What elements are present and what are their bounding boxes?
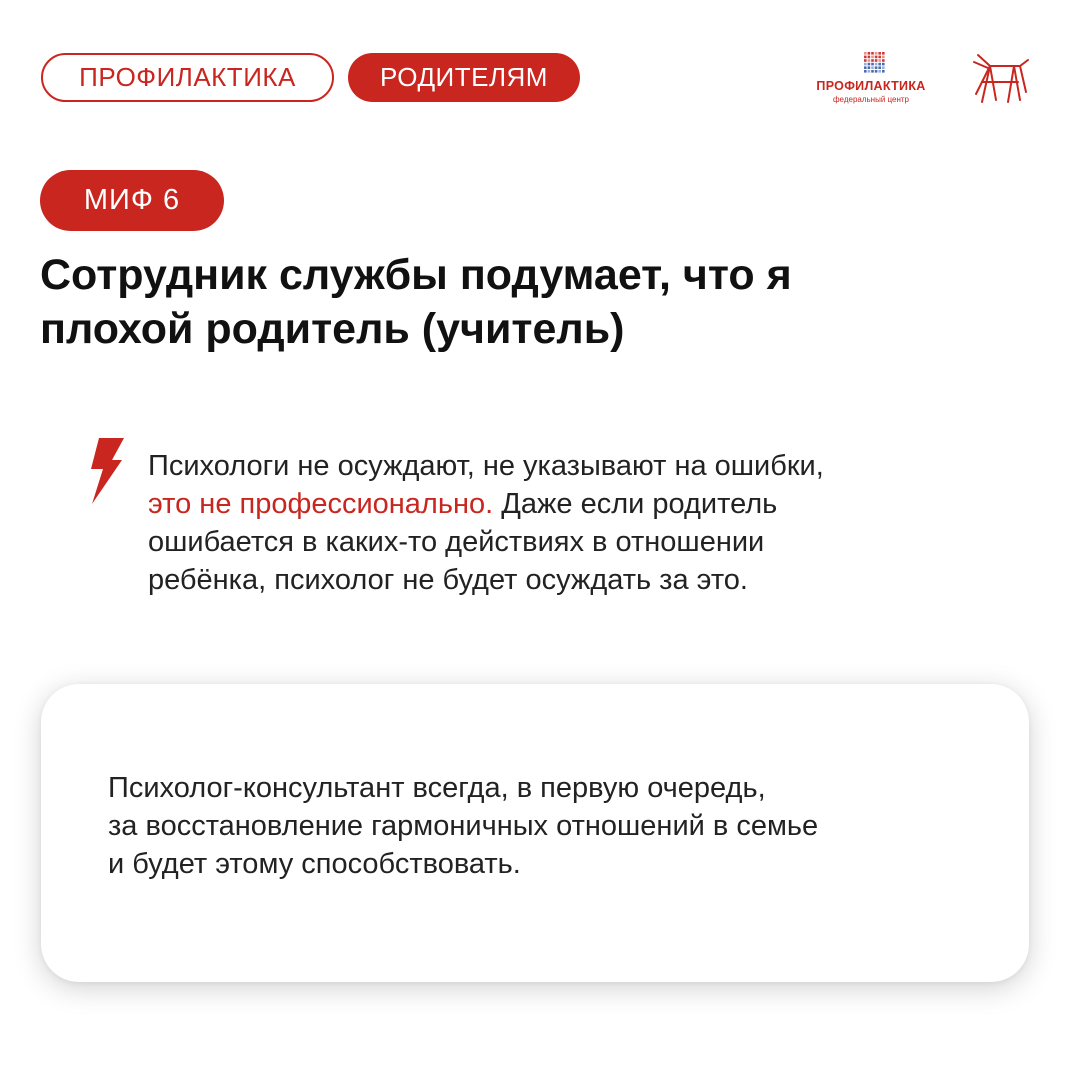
card-line2: за восстановление гармоничных отношений в семье bbox=[108, 810, 819, 842]
logo-grid-cell bbox=[875, 59, 878, 62]
myth-title-line1: Сотрудник службы подумает, что я bbox=[40, 251, 792, 299]
logo-grid-cell bbox=[864, 63, 867, 66]
logo-grid-cell bbox=[864, 59, 867, 62]
logo-grid-cell bbox=[878, 70, 881, 73]
card-text bbox=[108, 769, 988, 883]
logo-grid-cell bbox=[875, 70, 878, 73]
logo-grid-cell bbox=[878, 52, 881, 55]
logo-grid-cell bbox=[882, 59, 885, 62]
logo-grid-cell bbox=[878, 63, 881, 66]
logo-grid-cell bbox=[871, 66, 874, 69]
logo-grid-cell bbox=[871, 52, 874, 55]
logo-grid-cell bbox=[871, 56, 874, 59]
logo-grid-cell bbox=[882, 66, 885, 69]
logo-grid-cell bbox=[882, 63, 885, 66]
info-card bbox=[41, 684, 1029, 982]
logo-grid-cell bbox=[868, 63, 871, 66]
logo-grid-cell bbox=[882, 56, 885, 59]
logo-grid-cell bbox=[868, 56, 871, 59]
logo-subtitle: федеральный центр bbox=[832, 95, 910, 104]
card-line3: и будет этому способствовать. bbox=[108, 848, 521, 880]
myth-badge: МИФ 6 bbox=[40, 170, 224, 231]
myth-title-line2: плохой родитель (учитель) bbox=[40, 305, 625, 353]
logo-grid-cell bbox=[882, 70, 885, 73]
logo-grid-cell bbox=[878, 66, 881, 69]
tag-parents: РОДИТЕЛЯМ bbox=[348, 53, 580, 102]
profilaktika-logo bbox=[806, 52, 936, 108]
logo-grid-cell bbox=[875, 66, 878, 69]
explanation-line1: Психологи не осуждают, не указывают на ошибки, bbox=[148, 450, 824, 482]
logo-name: ПРОФИЛАКТИКА bbox=[816, 79, 926, 93]
explanation-text bbox=[148, 447, 1028, 599]
logo-grid-cell bbox=[871, 59, 874, 62]
logo-grid-cell bbox=[875, 63, 878, 66]
explanation-highlight: это не профессионально. bbox=[148, 488, 494, 520]
card-line1: Психолог-консультант всегда, в первую очередь, bbox=[108, 772, 766, 804]
logo-grid-cell bbox=[875, 52, 878, 55]
logo-grid-cell bbox=[871, 63, 874, 66]
logo-grid-cell bbox=[864, 56, 867, 59]
logo-grid-cell bbox=[878, 56, 881, 59]
grid-logo-icon bbox=[864, 52, 886, 74]
logo-grid-cell bbox=[868, 66, 871, 69]
logo-grid-cell bbox=[871, 70, 874, 73]
logo-grid-cell bbox=[868, 59, 871, 62]
logo-grid-cell bbox=[878, 59, 881, 62]
logo-grid-cell bbox=[864, 70, 867, 73]
tag-profilaktika: ПРОФИЛАКТИКА bbox=[41, 53, 334, 102]
horse-logo-icon bbox=[968, 52, 1032, 104]
explanation-line3: ошибается в каких-то действиях в отношении bbox=[148, 526, 765, 558]
logo-grid-cell bbox=[864, 52, 867, 55]
logo-grid-cell bbox=[864, 66, 867, 69]
logo-grid-cell bbox=[868, 52, 871, 55]
logo-grid-cell bbox=[882, 52, 885, 55]
lightning-icon bbox=[88, 438, 126, 504]
myth-title bbox=[40, 248, 1000, 356]
logo-grid-cell bbox=[875, 56, 878, 59]
explanation-line2-rest: Даже если родитель bbox=[493, 488, 778, 520]
explanation-line4: ребёнка, психолог не будет осуждать за это. bbox=[148, 564, 748, 596]
logo-grid-cell bbox=[868, 70, 871, 73]
